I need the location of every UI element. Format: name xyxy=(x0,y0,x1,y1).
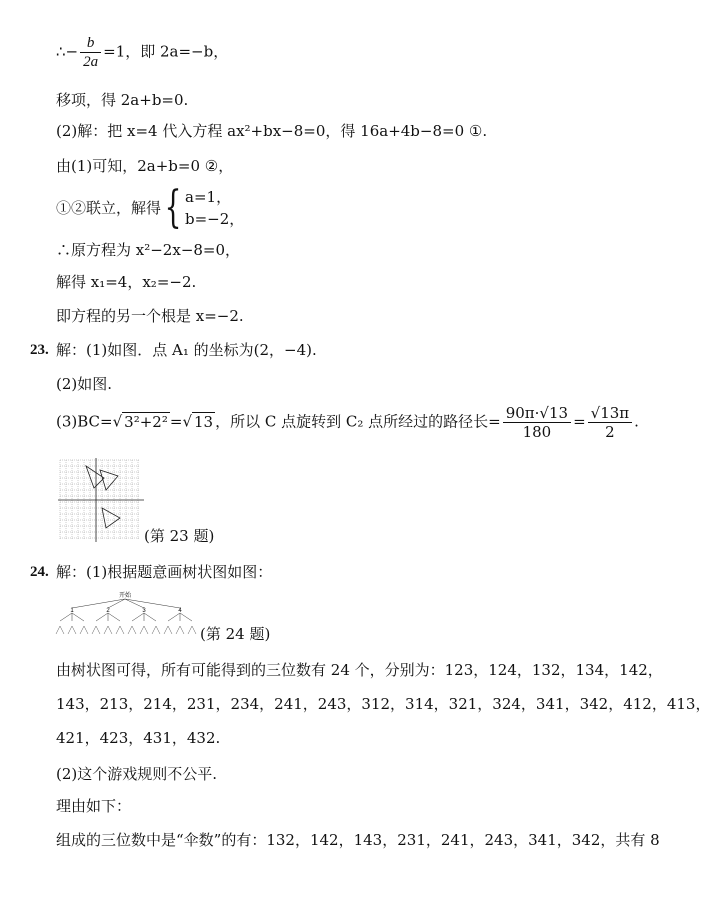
sqrt-icon: √ xyxy=(112,412,123,431)
q23-fraction-2 xyxy=(588,404,633,441)
therefore-text: ∴− xyxy=(56,42,79,61)
line-7: 解得 x₁=4，x₂=−2. xyxy=(56,273,197,291)
q23-fraction-2-den: 2 xyxy=(605,423,615,441)
fraction-b-over-2a xyxy=(80,34,101,71)
brace-icon: { xyxy=(164,182,182,233)
q23-fraction-1-den: 180 xyxy=(522,423,552,441)
line-6: ∴原方程为 x²−2x−8=0， xyxy=(56,241,241,259)
fraction-denominator: 2a xyxy=(83,54,99,70)
q23-line-3 xyxy=(56,404,639,441)
q23-fraction-2-num: √13π xyxy=(588,404,633,423)
q24-line-6: 理由如下： xyxy=(56,797,132,815)
tree-level1-2: 2 xyxy=(106,608,110,614)
q24-line-1: 解：(1)根据题意画树状图如图： xyxy=(56,563,273,581)
question-24-number: 24. xyxy=(30,564,49,580)
line-1-suffix: =1，即 2a=−b， xyxy=(103,42,229,61)
q23-radicand-2: 13 xyxy=(194,412,214,431)
q24-line-2: 由树状图可得，所有可能得到的三位数有 24 个，分别为：123，124，132，134，142， xyxy=(56,661,663,679)
q24-tree-diagram xyxy=(52,590,202,642)
line-5-system xyxy=(56,182,245,233)
q23-line-3-middle: ，所以 C 点旋转到 C₂ 点所经过的路径长= xyxy=(215,412,501,431)
q24-line-4: 421，423，431，432. xyxy=(56,729,221,747)
q23-grid-figure xyxy=(56,456,146,544)
q23-line-1: 解：(1)如图．点 A₁ 的坐标为(2，−4). xyxy=(56,341,317,359)
q23-radicand: 3²+2² xyxy=(124,412,168,431)
tree-level1-4: 4 xyxy=(178,608,182,614)
tree-level1-1: 1 xyxy=(70,608,74,614)
line-4: 由(1)可知，2a+b=0 ②， xyxy=(56,157,234,175)
line-8: 即方程的另一个根是 x=−2. xyxy=(56,307,244,325)
q24-line-5: (2)这个游戏规则不公平. xyxy=(56,765,218,783)
q24-line-3: 143，213，214，231，234，241，243，312，314，321，324，341，342，412，413， xyxy=(56,695,710,713)
question-23-number: 23. xyxy=(30,342,49,358)
line-3: (2)解：把 x=4 代入方程 ax²+bx−8=0，得 16a+4b−8=0 ①. xyxy=(56,122,488,140)
sqrt-icon: √ xyxy=(182,412,192,431)
q23-bc-text: (3)BC= xyxy=(56,412,113,431)
q24-caption: (第 24 题) xyxy=(200,625,271,643)
line-1 xyxy=(56,34,228,71)
system-eq-a: a=1， xyxy=(185,188,232,206)
line-2: 移项，得 2a+b=0. xyxy=(56,91,189,109)
q23-line-2: (2)如图. xyxy=(56,375,113,393)
q23-eq-2: = xyxy=(573,412,586,431)
q24-line-7: 组成的三位数中是“伞数”的有：132，142，143，231，241，243，341，342，共有 8 xyxy=(56,831,660,849)
system-equations xyxy=(185,186,244,230)
q23-fraction-1-num: 90π·√13 xyxy=(503,404,571,423)
tree-root-label: 开始 xyxy=(118,593,132,599)
q23-eq-1: = xyxy=(169,412,183,431)
system-eq-b: b=−2， xyxy=(185,210,245,228)
tree-level1-3: 3 xyxy=(142,608,146,614)
q23-fraction-1 xyxy=(503,404,571,441)
q23-period: . xyxy=(634,412,639,431)
system-prefix: ①②联立，解得 xyxy=(56,199,162,217)
fraction-numerator: b xyxy=(80,34,101,53)
q23-caption: (第 23 题) xyxy=(144,527,215,545)
